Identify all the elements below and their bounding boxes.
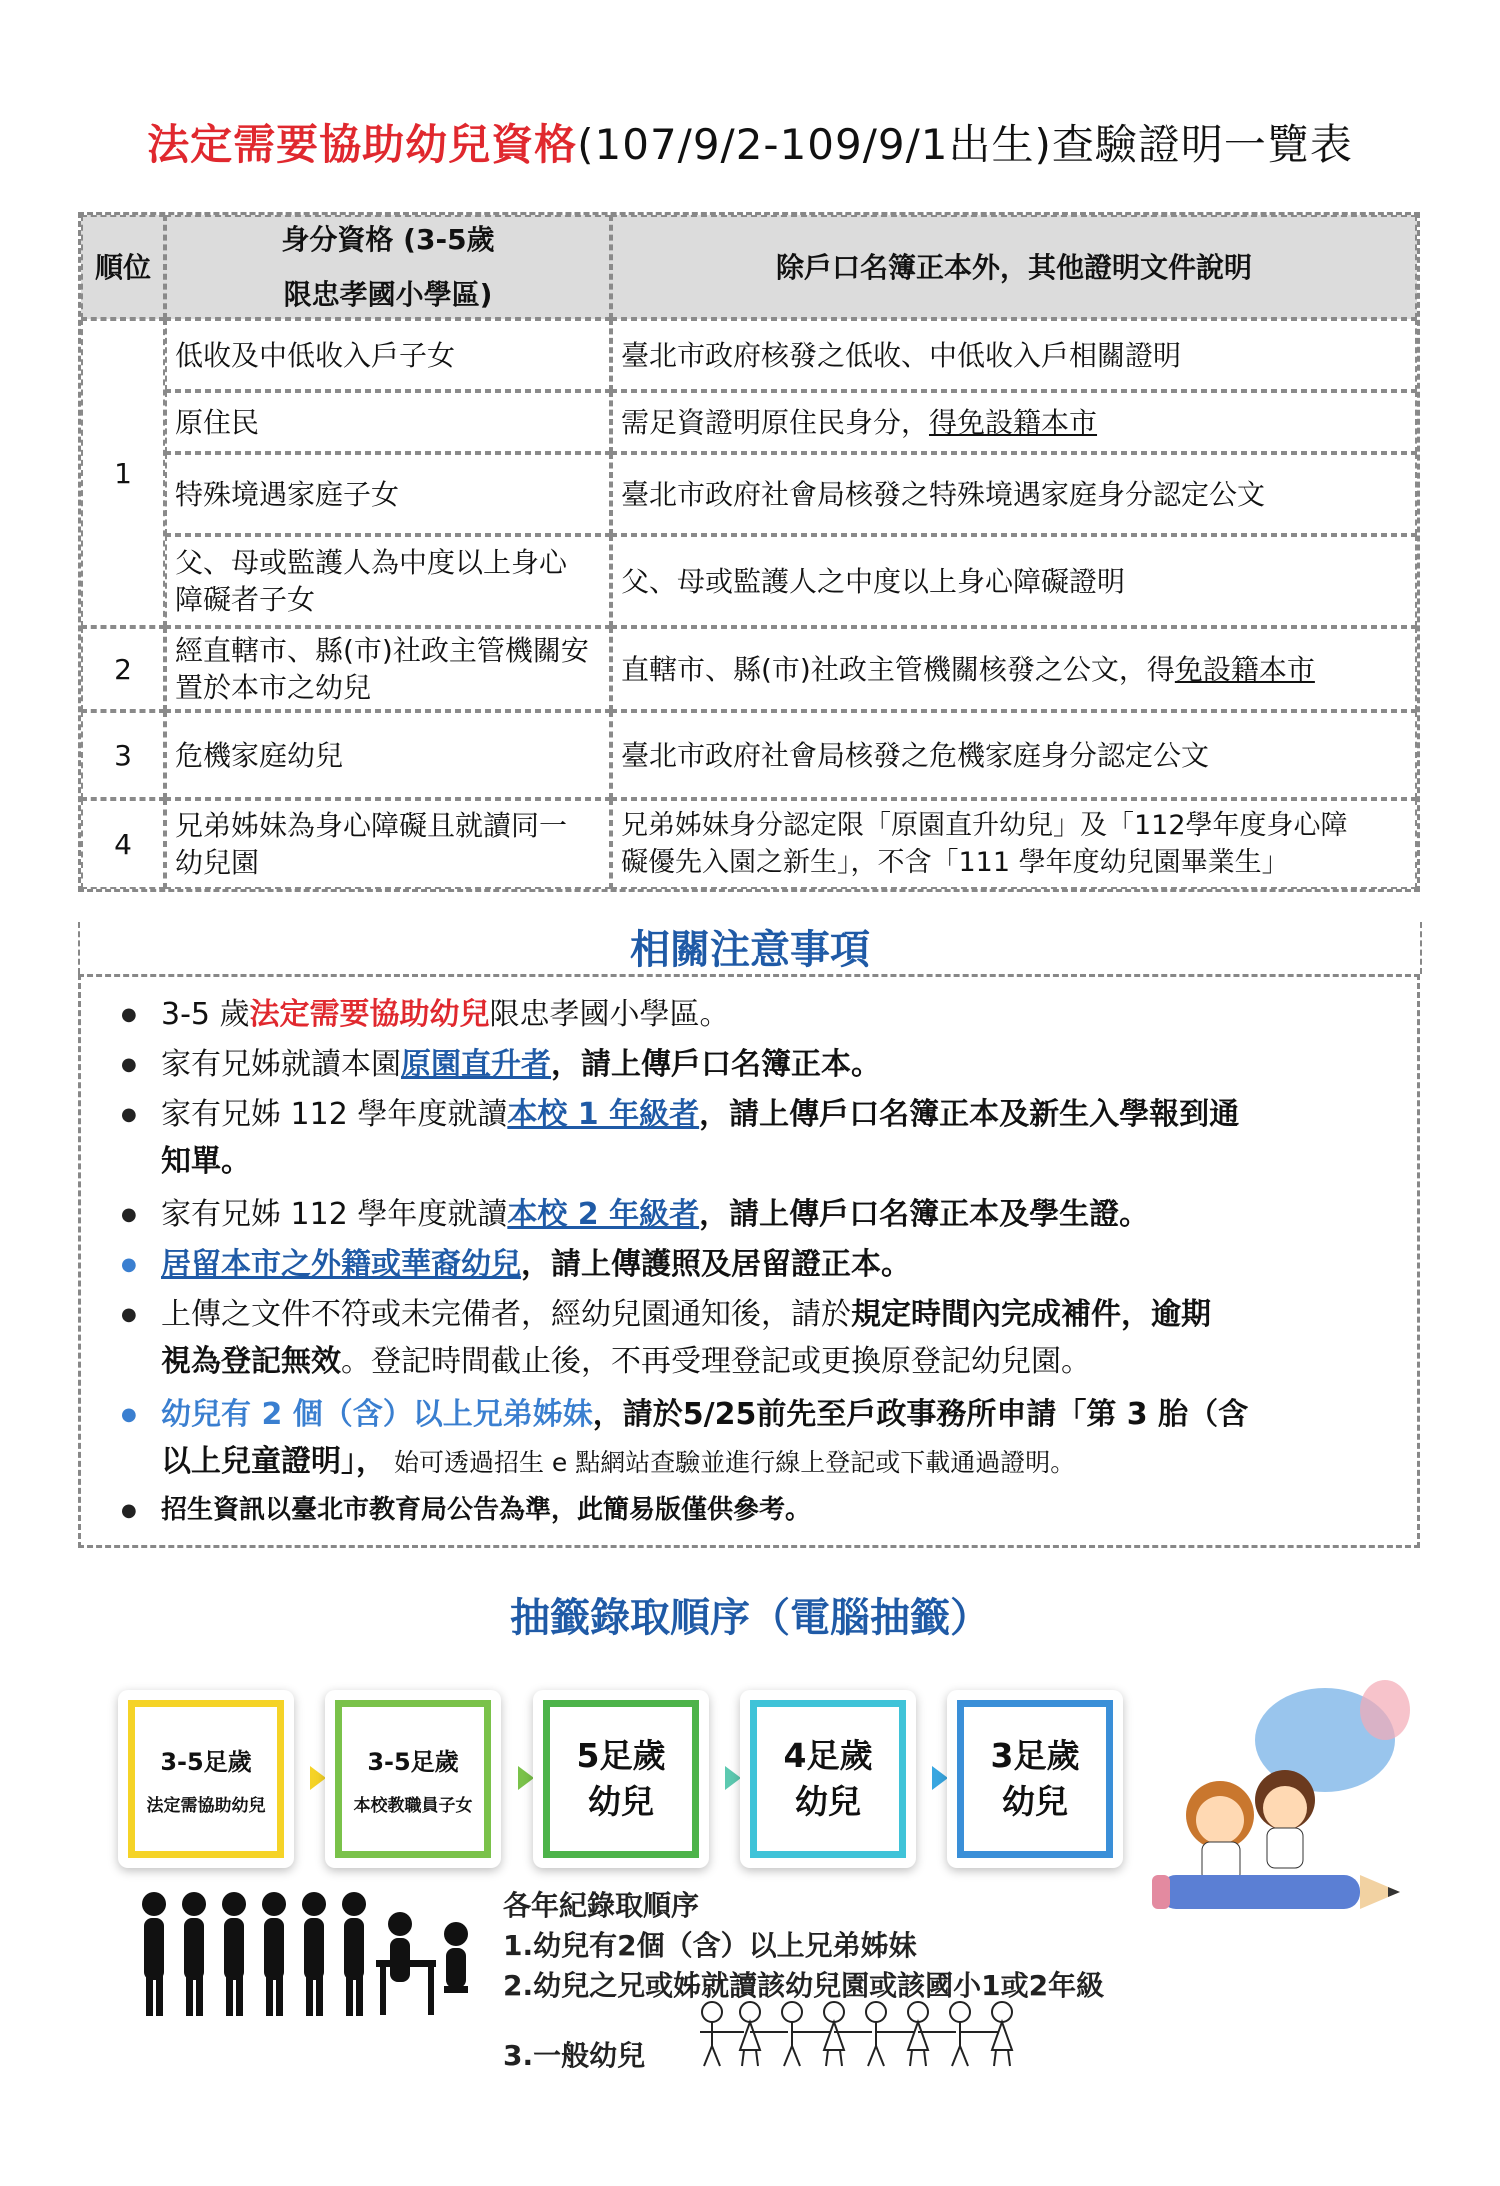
identity-cell: 低收及中低收入戶子女 <box>165 319 611 391</box>
page-title <box>0 112 1500 172</box>
header-docs: 除戶口名簿正本外，其他證明文件說明 <box>611 215 1417 319</box>
note-text: ，請上傳 <box>699 1197 820 1232</box>
note-text: 家有兄姊 112 學年度就讀 <box>161 1197 508 1232</box>
note-link: 原園直升者 <box>401 1047 551 1082</box>
docs-cell <box>611 391 1417 453</box>
note-bold: 居留證正本。 <box>731 1247 911 1282</box>
identity-cell: 特殊境遇家庭子女 <box>165 453 611 535</box>
note-bold: 戶口名簿正本。 <box>671 1047 881 1082</box>
note-text: 家有兄姊就讀本園 <box>161 1047 401 1082</box>
note-bold: 知單。 <box>161 1144 251 1179</box>
kids-holding-hands-icon <box>692 1996 1032 2072</box>
note-bold: 以上兒童證明」， <box>161 1444 386 1479</box>
box-sublabel: 幼兒 <box>1002 1782 1068 1821</box>
note-text: 及 <box>999 1097 1030 1132</box>
note-link: 居留本市之外籍或華裔幼兒 <box>161 1247 521 1282</box>
identity-cell: 危機家庭幼兒 <box>165 711 611 799</box>
docs-underlined: 得免設籍本市 <box>929 405 1098 439</box>
box-label: 5足歲 <box>576 1736 666 1775</box>
arrow-icon <box>932 1766 948 1790</box>
rank-cell-3: 3 <box>81 711 165 799</box>
identity-line1: 經直轄市、縣(市)社政主管機關安 <box>175 634 589 667</box>
box-label: 4足歲 <box>783 1736 873 1775</box>
note-bold: 規定時間內完成補件，逾期 <box>851 1297 1211 1332</box>
rank-cell-4: 4 <box>81 799 165 889</box>
header-identity-line2: 限忠孝國小學區) <box>283 278 493 311</box>
rank-cell-1: 1 <box>81 319 165 627</box>
note-text: 及 <box>701 1247 731 1282</box>
note-text: ，請上傳 <box>699 1097 820 1132</box>
docs-line1: 兄弟姊妹身分認定限「原園直升幼兒」及「112學年度身心障 <box>621 810 1348 841</box>
note-item <box>161 1487 1401 1534</box>
note-item <box>161 1241 1401 1288</box>
note-link: 本校 1 年級者 <box>507 1097 700 1132</box>
lottery-title: 抽籤錄取順序（電腦抽籤） <box>510 1595 990 1641</box>
identity-cell <box>165 535 611 627</box>
note-bold: 戶口名簿正本 <box>819 1097 1000 1132</box>
box-label: 3-5足歲 <box>367 1748 459 1776</box>
queue-figures-icon <box>138 1890 478 2020</box>
order-item-3: 3.一般幼兒 <box>503 2039 646 2072</box>
note-text: ，請上傳 <box>521 1247 641 1282</box>
notes-title: 相關注意事項 <box>630 927 870 973</box>
note-text: 及 <box>999 1197 1030 1232</box>
docs-cell: 臺北市政府社會局核發之危機家庭身分認定公文 <box>611 711 1417 799</box>
order-box-3 <box>533 1690 709 1868</box>
note-highlight: 幼兒有 2 個（含）以上兄弟姊妹 <box>161 1397 593 1432</box>
arrow-icon <box>518 1766 534 1790</box>
note-item <box>161 1191 1401 1238</box>
order-box-4 <box>740 1690 916 1868</box>
header-identity-line1: 身分資格 (3-5歲 <box>281 223 495 256</box>
note-item <box>161 1041 1401 1088</box>
note-highlight: 法定需要協助幼兒 <box>249 997 490 1032</box>
box-sublabel: 幼兒 <box>588 1782 654 1821</box>
identity-cell: 原住民 <box>165 391 611 453</box>
kids-on-pencil-illustration <box>1150 1670 1420 1930</box>
note-text: 限忠孝國小學區。 <box>489 997 730 1032</box>
title-red-part: 法定需要協助幼兒資格 <box>147 120 578 169</box>
order-title: 各年紀錄取順序 <box>503 1889 700 1922</box>
order-box-5 <box>947 1690 1123 1868</box>
qualification-table <box>78 212 1420 892</box>
title-tail: 查驗證明一覽表 <box>1051 120 1353 169</box>
order-box-2 <box>325 1690 501 1868</box>
identity-line1: 兄弟姊妹為身心障礙且就讀同一 <box>175 809 568 842</box>
identity-line2: 幼兒園 <box>175 846 260 879</box>
note-text: 始可透過招生 e 點網站查驗並進行線上登記或下載通過證明。 <box>386 1448 1076 1477</box>
note-item <box>161 1391 1401 1486</box>
docs-cell <box>611 799 1417 889</box>
docs-underlined: 免設籍本市 <box>1174 652 1315 686</box>
header-rank: 順位 <box>81 215 165 319</box>
identity-line1: 父、母或監護人為中度以上身心 <box>175 546 568 579</box>
note-item <box>161 1091 1401 1185</box>
note-text: 家有兄姊 112 學年度就讀 <box>161 1097 508 1132</box>
note-bold: 新生入學報到通 <box>1029 1097 1240 1132</box>
identity-cell <box>165 627 611 711</box>
identity-line2: 障礙者子女 <box>175 583 316 616</box>
box-sublabel: 本校教職員子女 <box>353 1796 473 1816</box>
note-bold: 學生證。 <box>1029 1197 1150 1232</box>
order-item-2: 2.幼兒之兄或姊就讀該幼兒園或該國小1或2年級 <box>503 1969 1105 2002</box>
note-item <box>161 1291 1401 1385</box>
box-label: 3足歲 <box>990 1736 1080 1775</box>
docs-cell: 臺北市政府社會局核發之特殊境遇家庭身分認定公文 <box>611 453 1417 535</box>
note-bold: ，請於5/25前先至戶政事務所申請「第 3 胎（含 <box>592 1397 1249 1432</box>
identity-cell <box>165 799 611 889</box>
docs-cell: 父、母或監護人之中度以上身心障礙證明 <box>611 535 1417 627</box>
title-date-range: (107/9/2-109/9/1出生) <box>577 120 1052 169</box>
docs-text: 直轄市、縣(市)社政主管機關核發之公文，得 <box>621 652 1175 686</box>
docs-line2: 礙優先入園之新生」，不含「111 學年度幼兒園畢業生」 <box>621 847 1289 878</box>
rank-cell-2: 2 <box>81 627 165 711</box>
arrow-icon <box>310 1766 326 1790</box>
order-item-1: 1.幼兒有2個（含）以上兄弟姊妹 <box>503 1929 917 1962</box>
order-box-1 <box>118 1690 294 1868</box>
box-sublabel: 法定需協助幼兒 <box>146 1796 266 1816</box>
note-item <box>161 991 1401 1038</box>
note-bold: 戶口名簿正本 <box>819 1197 1000 1232</box>
note-text: ，請上傳 <box>551 1047 671 1082</box>
identity-line2: 置於本市之幼兒 <box>175 671 372 704</box>
note-text: 。登記時間截止後，不再受理登記或更換原登記幼兒園。 <box>341 1344 1091 1379</box>
header-identity <box>165 215 611 319</box>
note-link: 本校 2 年級者 <box>507 1197 700 1232</box>
docs-cell: 臺北市政府核發之低收、中低收入戶相關證明 <box>611 319 1417 391</box>
note-bold: 視為登記無效 <box>161 1344 341 1379</box>
note-text: 上傳之文件不符或未完備者，經幼兒園通知後，請於 <box>161 1297 851 1332</box>
box-label: 3-5足歲 <box>160 1748 252 1776</box>
arrow-icon <box>725 1766 741 1790</box>
box-sublabel: 幼兒 <box>795 1782 861 1821</box>
docs-text: 需足資證明原住民身分， <box>621 405 930 439</box>
notes-box <box>78 974 1420 1548</box>
note-bold: 招生資訊以臺北市教育局公告為準，此簡易版僅供參考。 <box>161 1495 812 1525</box>
note-text: 3-5 歲 <box>161 997 250 1032</box>
note-bold: 護照 <box>641 1247 701 1282</box>
docs-cell <box>611 627 1417 711</box>
